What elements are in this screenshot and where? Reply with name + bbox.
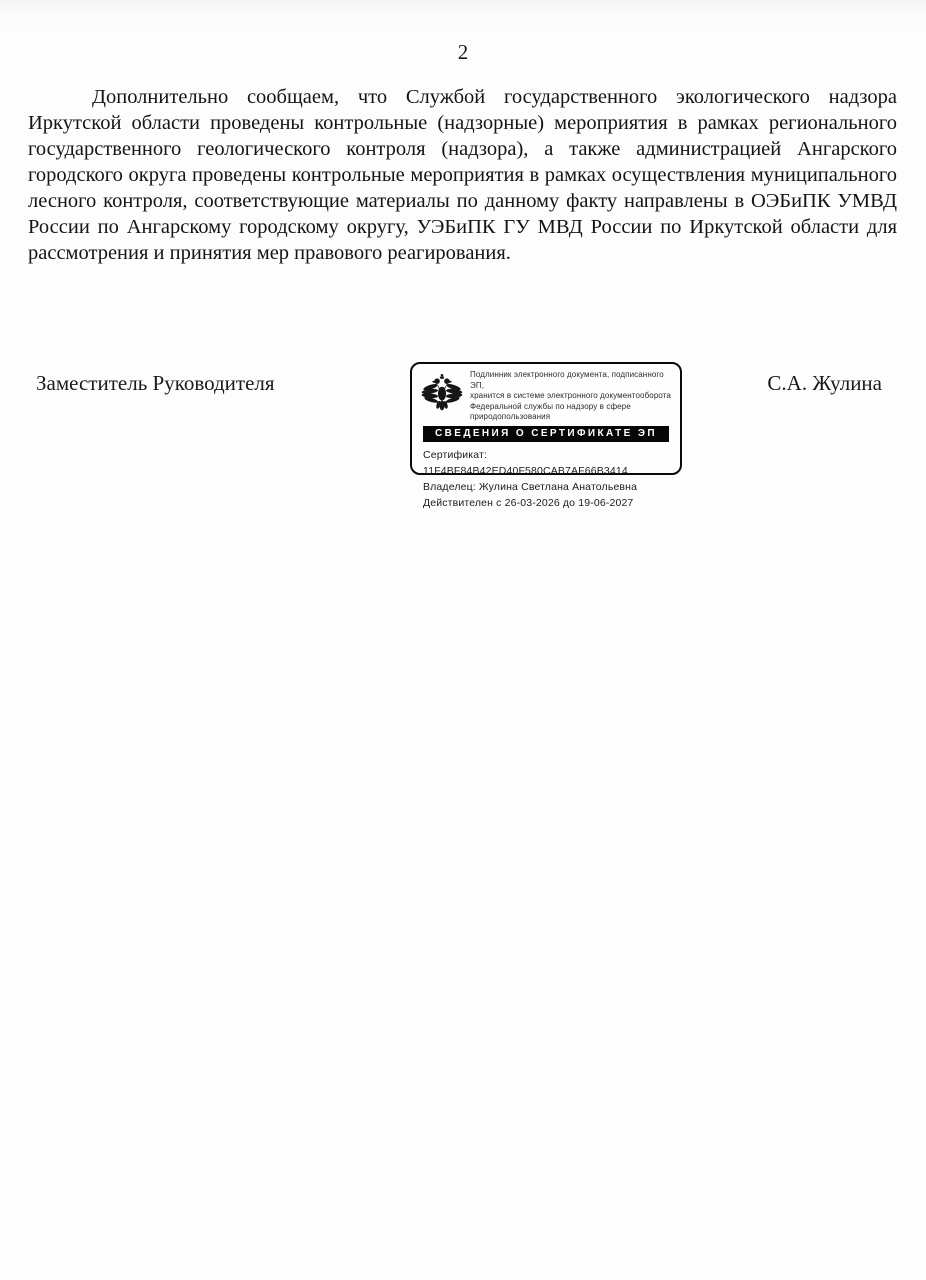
stamp-intro-text [470, 370, 673, 423]
stamp-section-header: СВЕДЕНИЯ О СЕРТИФИКАТЕ ЭП [423, 426, 669, 443]
stamp-validity-line: Действителен с 26-03-2026 до 19-06-2027 [423, 497, 634, 509]
stamp-certificate-details [421, 447, 673, 511]
stamp-intro-line: хранится в системе электронного документооборота [470, 391, 671, 400]
signature-row [0, 360, 926, 509]
double-headed-eagle-icon [421, 371, 463, 415]
electronic-signature-stamp [410, 362, 682, 509]
stamp-intro-line: Подлинник электронного документа, подписанного ЭП, [470, 370, 664, 390]
stamp-intro-line: Федеральной службы по надзору в сфере [470, 401, 631, 411]
stamp-header-row [421, 370, 673, 423]
stamp-intro-line: природопользования [470, 412, 551, 421]
signer-position-title: Заместитель Руководителя [36, 371, 275, 395]
stamp-certificate-line: Сертификат: 11F4BF84B42ED40F580CAB7AF66B3414 [423, 449, 628, 477]
signer-name: С.А. Жулина [767, 371, 882, 395]
scan-artifact-band [0, 0, 926, 30]
stamp-owner-line: Владелец: Жулина Светлана Анатольевна [423, 481, 638, 493]
page-number: 2 [457, 40, 469, 64]
body-paragraph: Дополнительно сообщаем, что Службой государственного экологического надзора Иркутской области проведены контрольные (надзорные) мероприятия в рамках регионального государственного геологического контроля (надзора), а также администрацией Ангарского городского округа проведены контрольные мероприятия в рамках осуществления муниципального лесного контроля, соответствующие материалы по данному факту направлены в ОЭБиПК УМВД России по Ангарскому городскому округу, УЭБиПК ГУ МВД России по Иркутской области для рассмотрения и принятия мер правового реагирования. [28, 86, 897, 264]
